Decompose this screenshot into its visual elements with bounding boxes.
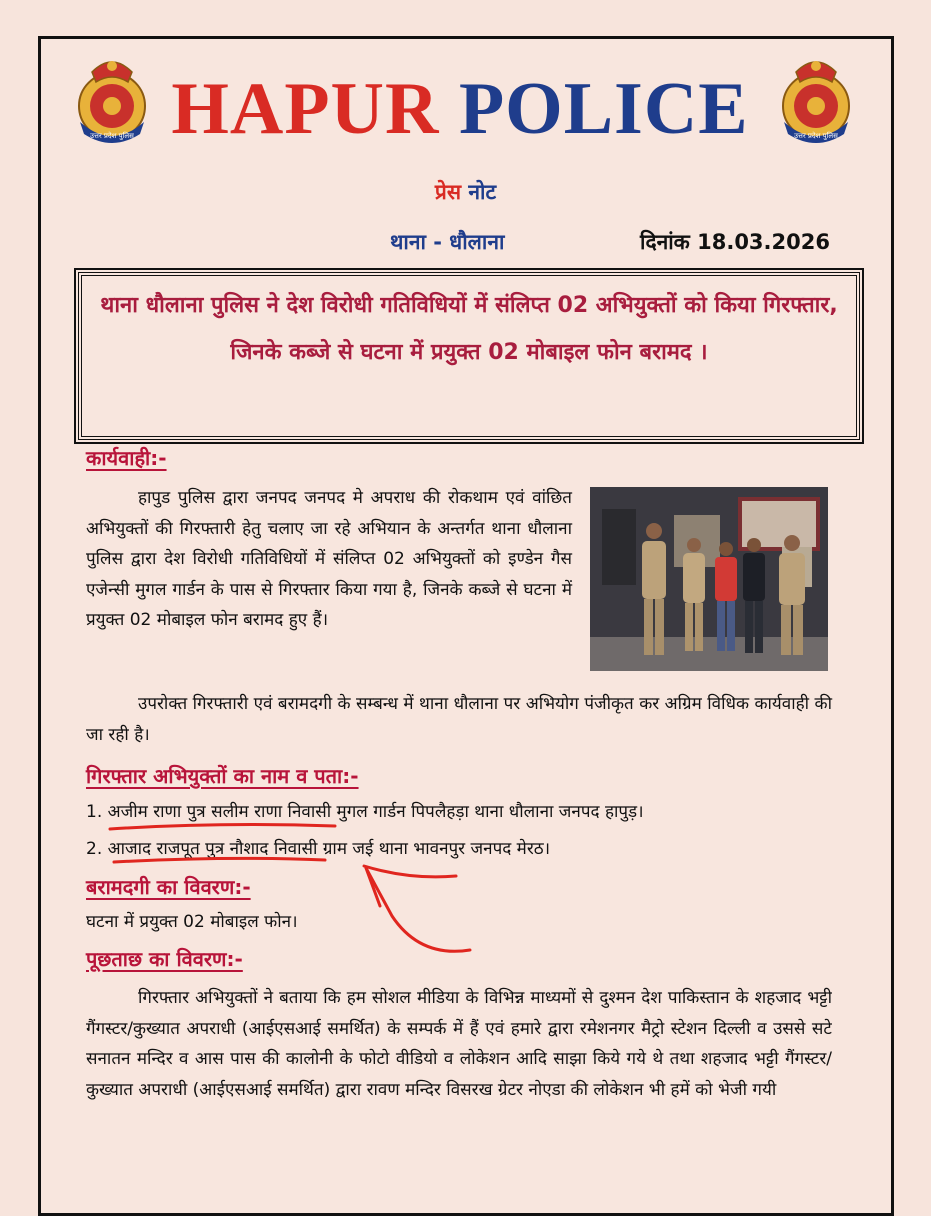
- press-note-word1: प्रेस: [434, 180, 462, 204]
- press-note-word2: नोट: [468, 180, 497, 204]
- masthead-title: [150, 64, 770, 154]
- accused-2: 2. आजाद राजपूत पुत्र नौशाद निवासी ग्राम जई थाना भावनपुर जनपद मेरठ।: [86, 839, 551, 859]
- section-title-recovery: बरामदगी का विवरण:-: [86, 875, 251, 899]
- up-police-emblem-left: [66, 52, 158, 144]
- date-label: दिनांक 18.03.2026: [640, 230, 830, 254]
- masthead-word-police: POLICE: [458, 68, 749, 150]
- section-title-interrogation: पूछताछ का विवरण:-: [86, 947, 243, 971]
- action-paragraph-2: उपरोक्त गिरफ्तारी एवं बरामदगी के सम्बन्ध में थाना धौलाना पर अभियोग पंजीकृत कर अग्रिम विधिक कार्यवाही की जा रही है।: [86, 694, 832, 745]
- section-title-arrested: गिरफ्तार अभियुक्तों का नाम व पता:-: [86, 764, 359, 788]
- arrest-photo: [590, 487, 828, 671]
- emblem-motto-left: उत्तर प्रदेश पुलिस: [90, 132, 134, 140]
- section-title-action: कार्यवाही:-: [86, 446, 167, 470]
- interrogation-paragraph: गिरफ्तार अभियुक्तों ने बताया कि हम सोशल मीडिया के विभिन्न माध्यमों से दुश्मन देश पाकिस्तान के शहजाद भट्टी गैंगस्टर/कुख्यात अपराधी (आईएसआई समर्थित) के सम्पर्क में हैं एवं हमारे द्वारा रमेशनगर मैट्रो स्टेशन दिल्ली व उससे सटे सनातन मन्दिर व आस पास की कालोनी के फोटो वीडियो व लोकेशन आदि साझा किये गये थे तथा शहजाद भट्टी गैंगस्टर/कुख्यात अपराधी (आईएसआई समर्थित) द्वारा रावण मन्दिर विसरख ग्रेटर नोएडा की लोकेशन भी हमें को भेजी गयी: [86, 988, 832, 1100]
- station-label: थाना - धौलाना: [390, 230, 505, 254]
- action-paragraph-1: हापुड पुलिस द्वारा जनपद जनपद मे अपराध की रोकथाम एवं वांछित अभियुक्तों की गिरफ्तारी हेतु चलाए जा रहे अभियान के अन्तर्गत थाना धौलाना पुलिस द्वारा देश विरोधी गतिविधियों में संलिप्त 02 अभियुक्तों को इण्डेन गैस एजेन्सी मुगल गार्डन के पास से गिरफ्तार किया गया है, जिनके कब्जे से घटना में प्रयुक्त 02 मोबाइल फोन बरामद हुए हैं।: [86, 488, 572, 630]
- accused-1: 1. अजीम राणा पुत्र सलीम राणा निवासी मुगल गार्डन पिपलैहड़ा थाना धौलाना जनपद हापुड़।: [86, 802, 644, 822]
- up-police-emblem-right: [770, 52, 862, 144]
- recovery-text: घटना में प्रयुक्त 02 मोबाइल फोन।: [86, 912, 298, 932]
- masthead-word-hapur: HAPUR: [171, 68, 440, 150]
- press-note-title: [0, 178, 931, 206]
- headline-box: थाना धौलाना पुलिस ने देश विरोधी गतिविधियों में संलिप्त 02 अभियुक्तों को किया गिरफ्तार, जिनके कब्जे से घटना में प्रयुक्त 02 मोबाइल फोन बरामद ।: [78, 272, 860, 440]
- emblem-motto-right: उत्तर प्रदेश पुलिस: [794, 132, 838, 140]
